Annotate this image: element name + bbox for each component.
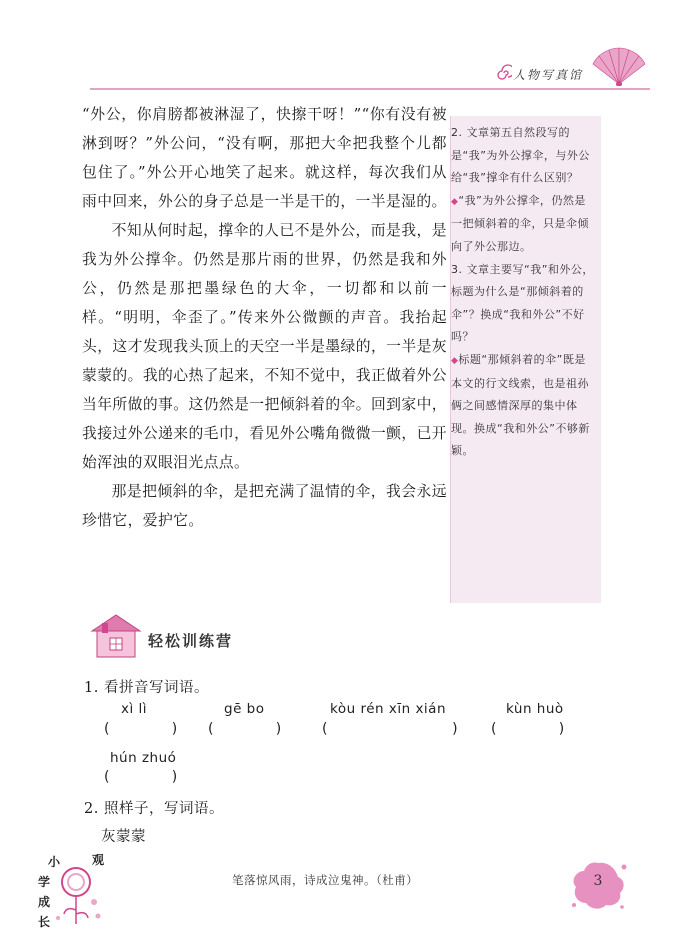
- pinyin-1: xì lì: [121, 701, 148, 717]
- note-answer-text: 标题“那倾斜着的伞”既是本文的行文线索，也是祖孙俩之间感情深厚的集中体现。换成“我和外公”不够新颖。: [451, 352, 590, 458]
- article-paragraph: 那是把倾斜的伞，是把充满了温情的伞，我会永远珍惜它，爱护它。: [82, 483, 447, 529]
- answer-box-1[interactable]: ( ): [104, 721, 178, 737]
- pinyin-3: kòu rén xīn xián: [330, 701, 447, 717]
- logo-char: 长: [38, 915, 51, 929]
- pinyin-2: gē bo: [224, 701, 265, 717]
- diamond-icon: ◆: [451, 355, 459, 366]
- exercise-2-title: 2. 照样子，写词语。: [84, 801, 224, 817]
- fan-icon: [589, 46, 649, 86]
- series-logo: [36, 852, 116, 932]
- example-word: 灰蒙蒙: [101, 829, 146, 845]
- answer-box-2[interactable]: ( ): [208, 721, 282, 737]
- answer-box-5[interactable]: ( ): [104, 769, 178, 785]
- footer-motto: 笔落惊风雨，诗成泣鬼神。（杜甫）: [232, 873, 419, 887]
- logo-char: 学: [38, 875, 51, 889]
- house-icon: [88, 611, 144, 659]
- exercise-1-title: 1. 看拼音写词语。: [84, 680, 209, 696]
- header-rule: [90, 88, 650, 90]
- note-question: 3. 文章主要写“我”和外公，标题为什么是“那倾斜着的伞”？换成“我和外公”不好吗？: [451, 262, 594, 344]
- article-paragraph: “外公，你肩膀都被淋湿了，快擦干呀！”“你有没有被淋到呀？”外公问，“没有啊，那把大伞把我整个儿都包住了。”外公开心地笑了起来。就这样，每次我们从雨中回来，外公的身子总是一半是干的，一半是湿的。: [82, 106, 447, 210]
- swirl-icon: [496, 64, 512, 82]
- notes-list: [451, 122, 597, 463]
- article-body: [82, 100, 447, 535]
- logo-char: 观: [92, 853, 105, 867]
- pinyin-4: kùn huò: [506, 701, 564, 717]
- logo-char: 小: [48, 855, 61, 869]
- answer-box-3[interactable]: ( ): [322, 721, 458, 737]
- note-answer: [451, 190, 597, 259]
- answer-box-4[interactable]: ( ): [491, 721, 565, 737]
- note-answer-text: “我”为外公撑伞，仍然是一把倾斜着的伞，只是伞倾向了外公那边。: [451, 193, 589, 253]
- logo-char: 成: [38, 895, 51, 909]
- note-answer: [451, 349, 597, 463]
- note-question: 2. 文章第五自然段写的是“我”为外公撑伞，与外公给“我”撑伞有什么区别？: [451, 126, 590, 185]
- diamond-icon: ◆: [451, 196, 459, 207]
- section-title: 轻松训练营: [148, 632, 234, 650]
- article-paragraph: 不知从何时起，撑伞的人已不是外公，而是我，是我为外公撑伞。仍然是那片雨的世界，仍然是我和外公，仍然是那把墨绿色的大伞，一切都和以前一样。“明明，伞歪了。”传来外公微颤的声音。我抬起头，这才发现我头顶上的天空一半是墨绿的，一半是灰蒙蒙的。我的心热了起来，不知不觉中，我正做着外公当年所做的事。这仍然是一把倾斜着的伞。回到家中，我接过外公递来的毛巾，看见外公嘴角微微一颤，已开始浑浊的双眼泪光点点。: [82, 222, 447, 471]
- page-number: 3: [593, 873, 603, 889]
- pinyin-5: hún zhuó: [110, 750, 177, 766]
- section-label: 人物写真馆: [513, 68, 584, 82]
